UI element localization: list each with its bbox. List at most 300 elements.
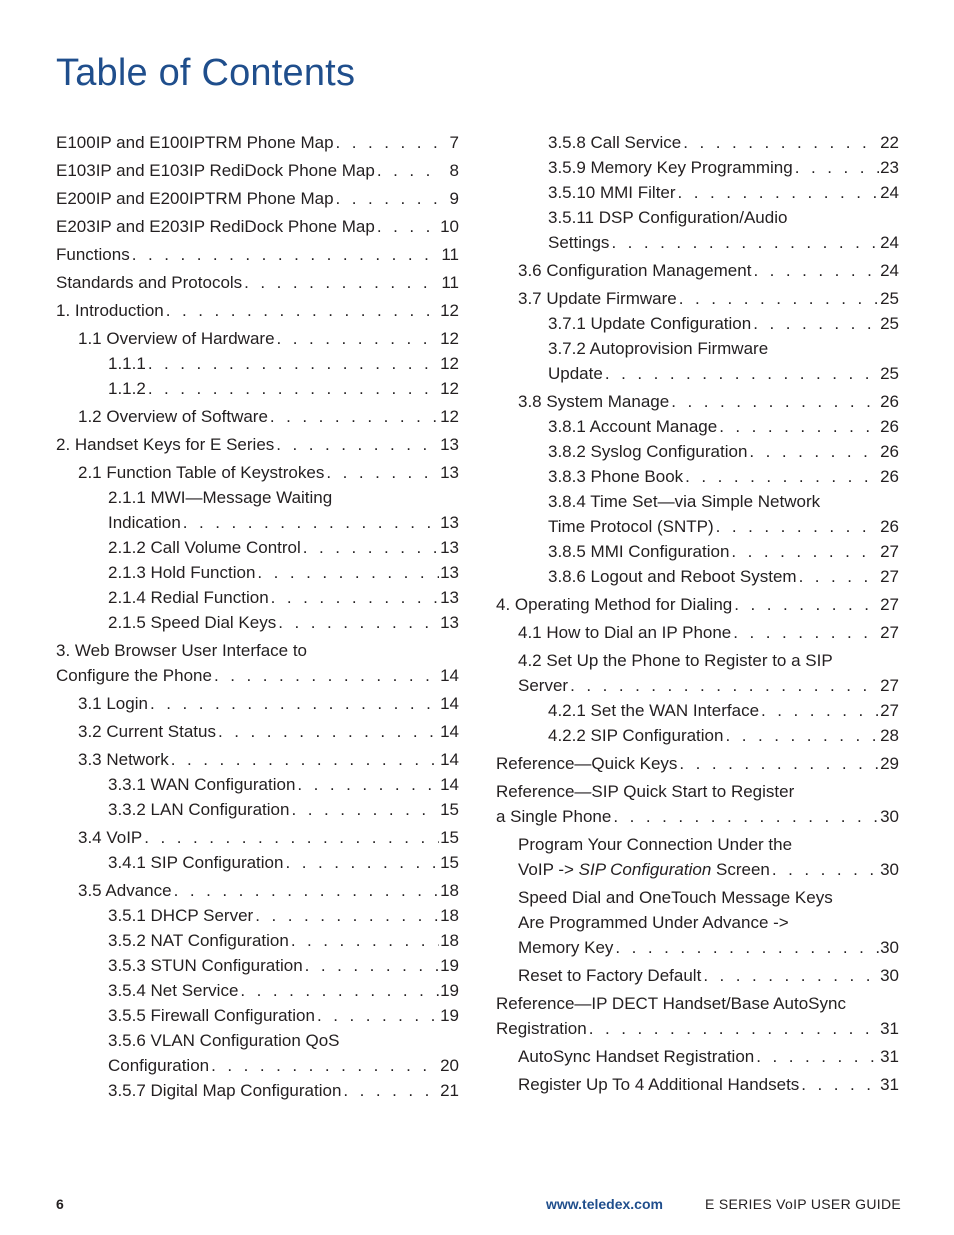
toc-entry[interactable] xyxy=(496,286,899,311)
toc-entry-title xyxy=(496,1016,587,1041)
toc-page-number: 18 xyxy=(440,881,459,900)
toc-entry-title-text: 4. Operating Method for Dialing xyxy=(496,595,733,614)
toc-right-column xyxy=(496,130,899,1097)
toc-page-number: 14 xyxy=(440,694,459,713)
toc-entry-line xyxy=(108,1078,459,1103)
dot-leader xyxy=(274,432,439,457)
toc-entry-line xyxy=(548,361,899,386)
toc-page-number: 29 xyxy=(880,754,899,773)
toc-entry-title-text: 3.5.9 Memory Key Programming xyxy=(548,158,793,177)
dot-leader xyxy=(315,1003,439,1028)
toc-entry-title-line: 3.7.2 Autoprovision Firmware xyxy=(548,339,769,358)
toc-entry[interactable] xyxy=(496,205,899,255)
toc-entry-title-text: 3.8.6 Logout and Reboot System xyxy=(548,567,797,586)
toc-page-number: 13 xyxy=(440,588,459,607)
toc-entry[interactable] xyxy=(56,585,459,610)
dot-leader xyxy=(181,510,439,535)
toc-entry[interactable] xyxy=(56,376,459,401)
toc-entry-title-text: E100IP and E100IPTRM Phone Map xyxy=(56,133,334,152)
toc-entry-title xyxy=(548,361,603,386)
toc-entry-line xyxy=(78,747,459,772)
toc-entry-line xyxy=(108,610,459,635)
toc-entry-title-text: 3.3.1 WAN Configuration xyxy=(108,775,296,794)
toc-entry-title-text: Registration xyxy=(496,1019,587,1038)
toc-page-number: 26 xyxy=(880,467,899,486)
toc-entry-title-text: Standards and Protocols xyxy=(56,273,243,292)
toc-page-number: 26 xyxy=(880,392,899,411)
toc-entry-title-text: 1.1 Overview of Hardware xyxy=(78,329,275,348)
footer-url-link[interactable]: www.teledex.com xyxy=(546,1196,663,1212)
toc-entry[interactable] xyxy=(56,326,459,351)
toc-entry-title xyxy=(78,404,268,429)
toc-page-number: 13 xyxy=(440,563,459,582)
dot-leader xyxy=(289,928,439,953)
toc-page-number: 18 xyxy=(440,931,459,950)
toc-page-number: 12 xyxy=(440,407,459,426)
toc-entry-line xyxy=(548,698,899,723)
dot-leader xyxy=(731,620,879,645)
toc-entry[interactable] xyxy=(56,850,459,875)
dot-leader xyxy=(759,698,879,723)
dot-leader xyxy=(603,361,879,386)
toc-entry-title-after: Screen xyxy=(711,860,770,879)
toc-entry[interactable] xyxy=(496,648,899,698)
toc-entry-line xyxy=(548,414,899,439)
dot-leader xyxy=(793,155,879,180)
toc-entry[interactable] xyxy=(496,414,899,439)
toc-entry-line xyxy=(78,691,459,716)
toc-entry[interactable] xyxy=(56,928,459,953)
toc-entry[interactable] xyxy=(56,242,459,267)
dot-leader xyxy=(130,242,439,267)
toc-entry-title-text: 4.2.1 Set the WAN Interface xyxy=(548,701,760,720)
toc-entry-title-text: 1.1.2 xyxy=(108,379,146,398)
toc-entry-title-line: 3. Web Browser User Interface to xyxy=(56,641,308,660)
toc-page-number: 31 xyxy=(880,1047,899,1066)
toc-entry-title xyxy=(548,723,723,748)
toc-entry-title xyxy=(56,242,130,267)
toc-entry-title-line: Reference—SIP Quick Start to Register xyxy=(496,782,795,801)
footer-page-number: 6 xyxy=(56,1196,64,1212)
toc-page-number: 27 xyxy=(880,676,899,695)
toc-entry-title xyxy=(108,376,146,401)
toc-entry[interactable] xyxy=(496,311,899,336)
dot-leader xyxy=(169,747,439,772)
toc-entry-title-text: 3.7 Update Firmware xyxy=(518,289,677,308)
dot-leader xyxy=(751,258,879,283)
toc-entry-title-text: 3.5.8 Call Service xyxy=(548,133,682,152)
dot-leader xyxy=(723,723,879,748)
toc-entry[interactable] xyxy=(56,535,459,560)
toc-entry-title xyxy=(108,903,253,928)
toc-entry-title-text: 2.1.2 Call Volume Control xyxy=(108,538,301,557)
toc-page-number: 18 xyxy=(440,906,459,925)
toc-page-number: 30 xyxy=(880,860,899,879)
toc-entry[interactable] xyxy=(56,691,459,716)
toc-page-number: 27 xyxy=(880,623,899,642)
toc-entry[interactable] xyxy=(56,460,459,485)
toc-entry-line xyxy=(518,963,899,988)
toc-entry-title-text: 2. Handset Keys for E Series xyxy=(56,435,275,454)
toc-entry-title xyxy=(78,719,216,744)
toc-entry-line xyxy=(496,804,899,829)
toc-entry-title-text: 1.2 Overview of Software xyxy=(78,407,268,426)
toc-page-number: 20 xyxy=(440,1056,459,1075)
toc-entry-title xyxy=(108,585,269,610)
dot-leader xyxy=(146,376,439,401)
toc-entry-title xyxy=(518,673,568,698)
dot-leader xyxy=(375,158,439,183)
toc-entry[interactable] xyxy=(56,719,459,744)
toc-page-number: 9 xyxy=(449,189,459,208)
toc-entry[interactable] xyxy=(496,1072,899,1097)
toc-entry-line xyxy=(548,539,899,564)
toc-entry-line xyxy=(56,298,459,323)
toc-entry-title xyxy=(78,691,148,716)
toc-entry-title xyxy=(56,432,274,457)
toc-entry-title-text: 3.4.1 SIP Configuration xyxy=(108,853,284,872)
toc-entry-title-text: 3.3.2 LAN Configuration xyxy=(108,800,290,819)
toc-entry-title-text: Functions xyxy=(56,245,130,264)
dot-leader xyxy=(334,130,439,155)
dot-leader xyxy=(677,286,879,311)
toc-entry-title xyxy=(108,797,289,822)
toc-entry-title-text: 3.8.5 MMI Configuration xyxy=(548,542,730,561)
toc-entry-title xyxy=(56,186,334,211)
toc-entry-line xyxy=(108,850,459,875)
toc-entry-title xyxy=(518,1044,754,1069)
dot-leader xyxy=(238,978,439,1003)
toc-entry-title-text: 3.6 Configuration Management xyxy=(518,261,752,280)
toc-entry[interactable] xyxy=(56,797,459,822)
toc-entry-title-text: 3.5.5 Firewall Configuration xyxy=(108,1006,315,1025)
toc-entry[interactable] xyxy=(496,592,899,617)
toc-entry-line xyxy=(108,560,459,585)
dot-leader xyxy=(681,130,879,155)
toc-entry[interactable] xyxy=(56,214,459,239)
toc-page-number: 31 xyxy=(880,1075,899,1094)
toc-entry-title-line: 2.1.1 MWI—Message Waiting xyxy=(108,488,333,507)
toc-page-number: 27 xyxy=(880,542,899,561)
footer-guide-title: E SERIES VoIP USER GUIDE xyxy=(705,1196,902,1212)
toc-entry-title xyxy=(548,311,751,336)
toc-entry-title-text: 3.5 Advance xyxy=(78,881,172,900)
dot-leader xyxy=(301,535,439,560)
toc-page-number: 24 xyxy=(880,233,899,252)
toc-entry-title-text: E200IP and E200IPTRM Phone Map xyxy=(56,189,334,208)
toc-page-number: 24 xyxy=(880,183,899,202)
toc-entry[interactable] xyxy=(496,723,899,748)
toc-page-number: 30 xyxy=(880,938,899,957)
toc-page-number: 11 xyxy=(441,273,459,292)
toc-entry-line xyxy=(548,180,899,205)
toc-page-number: 30 xyxy=(880,807,899,826)
toc-entry-line xyxy=(548,723,899,748)
toc-entry-title-text: 2.1.3 Hold Function xyxy=(108,563,256,582)
toc-entry-title-text: 2.1 Function Table of Keystrokes xyxy=(78,463,325,482)
toc-entry-title-text: 3.8.2 Syslog Configuration xyxy=(548,442,748,461)
toc-entry-line xyxy=(108,351,459,376)
toc-page-number: 25 xyxy=(880,289,899,308)
toc-entry-title-text: 3.5.4 Net Service xyxy=(108,981,239,1000)
toc-entry-line xyxy=(108,376,459,401)
toc-entry-title xyxy=(108,351,146,376)
toc-page-number: 8 xyxy=(449,161,459,180)
toc-entry[interactable] xyxy=(496,389,899,414)
toc-page-number: 27 xyxy=(880,567,899,586)
toc-entry[interactable] xyxy=(56,610,459,635)
toc-entry[interactable] xyxy=(56,772,459,797)
toc-entry-title-text: AutoSync Handset Registration xyxy=(518,1047,755,1066)
toc-entry-line xyxy=(56,186,459,211)
dot-leader xyxy=(276,610,439,635)
toc-page-number: 13 xyxy=(440,513,459,532)
toc-entry-title xyxy=(548,155,793,180)
toc-entry-title xyxy=(548,439,747,464)
dot-leader xyxy=(295,772,439,797)
toc-entry-title xyxy=(496,592,732,617)
toc-entry[interactable] xyxy=(496,258,899,283)
toc-page-number: 24 xyxy=(880,261,899,280)
toc-page-number: 27 xyxy=(880,701,899,720)
toc-entry[interactable] xyxy=(496,751,899,776)
toc-entry[interactable] xyxy=(56,825,459,850)
toc-entry-title xyxy=(56,270,242,295)
dot-leader xyxy=(142,825,439,850)
toc-page-number: 13 xyxy=(440,463,459,482)
toc-entry-line xyxy=(548,311,899,336)
toc-entry[interactable] xyxy=(496,564,899,589)
toc-entry-title-text: a Single Phone xyxy=(496,807,612,826)
toc-page-number: 25 xyxy=(880,364,899,383)
toc-entry-title xyxy=(78,326,275,351)
toc-page-number: 21 xyxy=(440,1081,459,1100)
toc-entry[interactable] xyxy=(496,539,899,564)
toc-entry-line xyxy=(496,751,899,776)
dot-leader xyxy=(747,439,879,464)
toc-entry[interactable] xyxy=(56,298,459,323)
toc-entry[interactable] xyxy=(56,130,459,155)
toc-page-number: 23 xyxy=(880,158,899,177)
dot-leader xyxy=(269,585,439,610)
toc-entry-title-text: Reset to Factory Default xyxy=(518,966,702,985)
toc-entry-title xyxy=(108,610,276,635)
toc-entry[interactable] xyxy=(496,991,899,1041)
toc-entry-title xyxy=(78,878,172,903)
toc-entry-title xyxy=(108,953,303,978)
toc-entry-title-line: 3.5.11 DSP Configuration/Audio xyxy=(548,208,788,227)
toc-entry-title-text: 3.5.10 MMI Filter xyxy=(548,183,676,202)
toc-entry[interactable] xyxy=(56,978,459,1003)
toc-page-number: 26 xyxy=(880,517,899,536)
dot-leader xyxy=(148,691,439,716)
toc-entry-line xyxy=(518,1072,899,1097)
toc-entry[interactable] xyxy=(56,638,459,688)
toc-entry-line xyxy=(56,130,459,155)
toc-entry-title-text: 2.1.5 Speed Dial Keys xyxy=(108,613,277,632)
toc-entry-title-text: E103IP and E103IP RediDock Phone Map xyxy=(56,161,375,180)
dot-leader xyxy=(751,311,879,336)
toc-entry-title-text: 3.5.1 DHCP Server xyxy=(108,906,254,925)
toc-entry-title-text: 3.3 Network xyxy=(78,750,169,769)
toc-entry-line xyxy=(518,935,899,960)
dot-leader xyxy=(683,464,879,489)
toc-page-number: 12 xyxy=(440,329,459,348)
toc-entry-title xyxy=(548,539,729,564)
toc-entry-line xyxy=(78,825,459,850)
toc-entry-title xyxy=(108,510,181,535)
toc-entry-title xyxy=(518,1072,799,1097)
toc-entry-title-line: Reference—IP DECT Handset/Base AutoSync xyxy=(496,994,846,1013)
toc-entry-line xyxy=(56,242,459,267)
dot-leader xyxy=(609,230,879,255)
dot-leader xyxy=(242,270,439,295)
toc-entry[interactable] xyxy=(56,1028,459,1078)
toc-entry-title-line: Program Your Connection Under the xyxy=(518,835,793,854)
dot-leader xyxy=(324,460,439,485)
toc-entry-title-text: 3.8.1 Account Manage xyxy=(548,417,718,436)
toc-page-number: 31 xyxy=(880,1019,899,1038)
toc-page-number: 28 xyxy=(880,726,899,745)
toc-entry-title xyxy=(78,747,169,772)
toc-entry-title xyxy=(108,535,301,560)
toc-entry[interactable] xyxy=(56,953,459,978)
toc-entry-title-line: 3.8.4 Time Set—via Simple Network xyxy=(548,492,821,511)
toc-entry-title xyxy=(518,258,751,283)
toc-entry-line xyxy=(108,535,459,560)
dot-leader xyxy=(146,351,439,376)
toc-entry[interactable] xyxy=(496,698,899,723)
toc-entry[interactable] xyxy=(496,1044,899,1069)
toc-entry[interactable] xyxy=(56,404,459,429)
toc-entry[interactable] xyxy=(56,1078,459,1103)
toc-entry-line xyxy=(108,928,459,953)
toc-entry-line xyxy=(518,673,899,698)
toc-entry-title-text: Memory Key xyxy=(518,938,614,957)
toc-entry-title xyxy=(108,1003,315,1028)
toc-entry-line xyxy=(548,130,899,155)
toc-page-number: 12 xyxy=(440,354,459,373)
toc-entry[interactable] xyxy=(56,432,459,457)
toc-entry-title-text: 3.8.3 Phone Book xyxy=(548,467,684,486)
dot-leader xyxy=(799,1072,879,1097)
toc-entry-title-text: Configure the Phone xyxy=(56,666,212,685)
toc-entry[interactable] xyxy=(56,186,459,211)
toc-entry-line xyxy=(108,978,459,1003)
toc-page-number: 12 xyxy=(440,379,459,398)
toc-entry-title-text: 3.2 Current Status xyxy=(78,722,216,741)
toc-page-number: 11 xyxy=(441,245,459,264)
toc-entry-title-text: Reference—Quick Keys xyxy=(496,754,678,773)
toc-page-number: 10 xyxy=(440,217,459,236)
toc-entry[interactable] xyxy=(496,620,899,645)
toc-entry[interactable] xyxy=(496,464,899,489)
dot-leader xyxy=(676,180,879,205)
toc-entry-title xyxy=(518,935,613,960)
toc-entry-line xyxy=(108,1003,459,1028)
toc-entry[interactable] xyxy=(496,180,899,205)
toc-entry[interactable] xyxy=(56,270,459,295)
toc-entry-line xyxy=(78,326,459,351)
toc-page-number: 22 xyxy=(880,133,899,152)
dot-leader xyxy=(209,1053,439,1078)
toc-entry-title-text: Time Protocol (SNTP) xyxy=(548,517,714,536)
dot-leader xyxy=(212,663,439,688)
toc-entry[interactable] xyxy=(496,963,899,988)
toc-entry[interactable] xyxy=(56,903,459,928)
toc-page-number: 26 xyxy=(880,442,899,461)
dot-leader xyxy=(797,564,879,589)
toc-entry-line xyxy=(496,1016,899,1041)
toc-entry-title xyxy=(518,286,677,311)
toc-entry[interactable] xyxy=(496,779,899,829)
toc-page-number: 7 xyxy=(449,133,459,152)
dot-leader xyxy=(701,963,879,988)
toc-entry-line xyxy=(518,286,899,311)
toc-entry-title xyxy=(496,751,677,776)
toc-entry-line xyxy=(56,663,459,688)
toc-entry-title-text: 3.4 VoIP xyxy=(78,828,143,847)
toc-entry-title xyxy=(108,850,283,875)
toc-entry[interactable] xyxy=(496,885,899,960)
toc-entry[interactable] xyxy=(56,485,459,535)
toc-page-number: 25 xyxy=(880,314,899,333)
toc-entry-title-line: 4.2 Set Up the Phone to Register to a SIP xyxy=(518,651,833,670)
toc-page-number: 13 xyxy=(440,613,459,632)
toc-entry-title-text: 3.7.1 Update Configuration xyxy=(548,314,752,333)
toc-entry[interactable] xyxy=(496,832,899,882)
toc-entry-line xyxy=(108,585,459,610)
toc-entry[interactable] xyxy=(56,1003,459,1028)
toc-entry[interactable] xyxy=(56,878,459,903)
toc-entry[interactable] xyxy=(56,351,459,376)
toc-entry[interactable] xyxy=(56,158,459,183)
dot-leader xyxy=(253,903,439,928)
toc-entry-line xyxy=(78,404,459,429)
toc-entry-line xyxy=(518,857,899,882)
toc-page-number: 13 xyxy=(440,538,459,557)
toc-entry-title xyxy=(56,130,334,155)
dot-leader xyxy=(729,539,879,564)
dot-leader xyxy=(255,560,439,585)
toc-entry[interactable] xyxy=(496,336,899,386)
page-title: Table of Contents xyxy=(56,52,356,94)
toc-entry-line xyxy=(548,564,899,589)
dot-leader xyxy=(164,298,439,323)
toc-page-number: 13 xyxy=(440,435,459,454)
dot-leader xyxy=(568,673,879,698)
toc-entry[interactable] xyxy=(496,155,899,180)
toc-entry-title xyxy=(548,414,717,439)
toc-entry-title-text: 4.1 How to Dial an IP Phone xyxy=(518,623,732,642)
toc-entry[interactable] xyxy=(496,130,899,155)
dot-leader xyxy=(375,214,439,239)
toc-entry-line xyxy=(518,389,899,414)
toc-page-number: 27 xyxy=(880,595,899,614)
toc-entry-title-text: 3.5.3 STUN Configuration xyxy=(108,956,303,975)
toc-entry[interactable] xyxy=(496,489,899,539)
dot-leader xyxy=(275,326,439,351)
toc-entry-title xyxy=(56,663,212,688)
toc-entry-title-text: Server xyxy=(518,676,569,695)
toc-entry-title xyxy=(548,514,714,539)
dot-leader xyxy=(669,389,879,414)
toc-entry[interactable] xyxy=(56,560,459,585)
toc-page-number: 19 xyxy=(440,981,459,1000)
toc-entry[interactable] xyxy=(56,747,459,772)
toc-entry-title-text: VoIP -> xyxy=(518,860,579,879)
toc-entry[interactable] xyxy=(496,439,899,464)
